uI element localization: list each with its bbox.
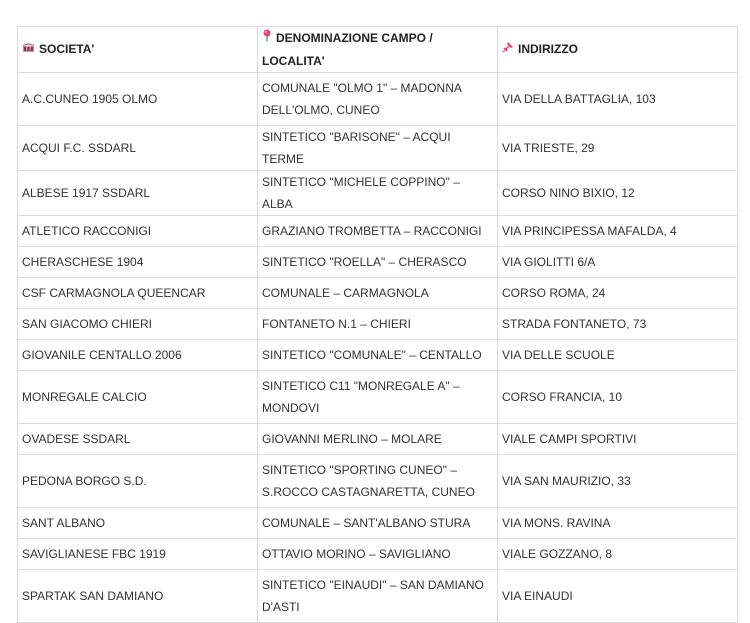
table-row [18,507,738,538]
cell-indirizzo: VIA MONS. RAVINA [498,507,738,538]
clubs-table [17,26,738,623]
cell-societa: OVADESE SSDARL [18,423,258,454]
table-row [18,454,738,507]
column-header-label: DENOMINAZIONE CAMPO / LOCALITA' [262,31,433,68]
table-row [18,125,738,170]
cell-indirizzo: CORSO NINO BIXIO, 12 [498,170,738,215]
cell-campo: GRAZIANO TROMBETTA – RACCONIGI [258,215,498,246]
column-header-campo [258,27,498,73]
cell-societa: ACQUI F.C. SSDARL [18,125,258,170]
cell-societa: PEDONA BORGO S.D. [18,454,258,507]
cell-indirizzo: VIA SAN MAURIZIO, 33 [498,454,738,507]
cell-campo: SINTETICO C11 "MONREGALE A" – MONDOVI [258,370,498,423]
column-header-label: SOCIETA' [39,42,95,56]
column-header-label: INDIRIZZO [518,42,578,56]
cell-campo: SINTETICO "COMUNALE" – CENTALLO [258,339,498,370]
cell-societa: SANT ALBANO [18,507,258,538]
cell-societa: MONREGALE CALCIO [18,370,258,423]
table-row [18,246,738,277]
cell-indirizzo: VIA GIOLITTI 6/A [498,246,738,277]
cell-societa: A.C.CUNEO 1905 OLMO [18,72,258,125]
cell-campo: SINTETICO "BARISONE" – ACQUI TERME [258,125,498,170]
pushpin-icon [502,38,514,60]
cell-campo: SINTETICO "EINAUDI" – SAN DAMIANO D'ASTI [258,569,498,622]
cell-indirizzo: VIA EINAUDI [498,569,738,622]
cell-societa: ALBESE 1917 SSDARL [18,170,258,215]
cell-indirizzo: VIA PRINCIPESSA MAFALDA, 4 [498,215,738,246]
cell-campo: COMUNALE "OLMO 1" – MADONNA DELL'OLMO, CUNEO [258,72,498,125]
cell-societa: SPARTAK SAN DAMIANO [18,569,258,622]
table-row [18,569,738,622]
table-row [18,308,738,339]
cell-campo: GIOVANNI MERLINO – MOLARE [258,423,498,454]
table-row [18,215,738,246]
stadium-icon [22,38,35,60]
table-row [18,277,738,308]
cell-indirizzo: CORSO ROMA, 24 [498,277,738,308]
table-row [18,423,738,454]
table-row [18,72,738,125]
cell-campo: SINTETICO "MICHELE COPPINO" – ALBA [258,170,498,215]
cell-indirizzo: CORSO FRANCIA, 10 [498,370,738,423]
pin-icon [262,27,272,49]
cell-campo: SINTETICO "SPORTING CUNEO" – S.ROCCO CASTAGNARETTA, CUNEO [258,454,498,507]
column-header-indirizzo [498,27,738,73]
table-row [18,538,738,569]
table-row [18,370,738,423]
cell-campo: COMUNALE – SANT'ALBANO STURA [258,507,498,538]
clubs-table-container [17,26,737,623]
cell-indirizzo: VIA TRIESTE, 29 [498,125,738,170]
cell-indirizzo: VIA DELLA BATTAGLIA, 103 [498,72,738,125]
cell-campo: OTTAVIO MORINO – SAVIGLIANO [258,538,498,569]
cell-indirizzo: VIALE GOZZANO, 8 [498,538,738,569]
column-header-societa [18,27,258,73]
cell-societa: SAN GIACOMO CHIERI [18,308,258,339]
table-header-row [18,27,738,73]
cell-societa: ATLETICO RACCONIGI [18,215,258,246]
cell-societa: CSF CARMAGNOLA QUEENCAR [18,277,258,308]
cell-indirizzo: VIA DELLE SCUOLE [498,339,738,370]
cell-indirizzo: VIALE CAMPI SPORTIVI [498,423,738,454]
cell-campo: FONTANETO N.1 – CHIERI [258,308,498,339]
cell-societa: GIOVANILE CENTALLO 2006 [18,339,258,370]
table-row [18,170,738,215]
cell-societa: SAVIGLIANESE FBC 1919 [18,538,258,569]
cell-indirizzo: STRADA FONTANETO, 73 [498,308,738,339]
cell-campo: COMUNALE – CARMAGNOLA [258,277,498,308]
cell-campo: SINTETICO "ROELLA" – CHERASCO [258,246,498,277]
table-row [18,339,738,370]
cell-societa: CHERASCHESE 1904 [18,246,258,277]
